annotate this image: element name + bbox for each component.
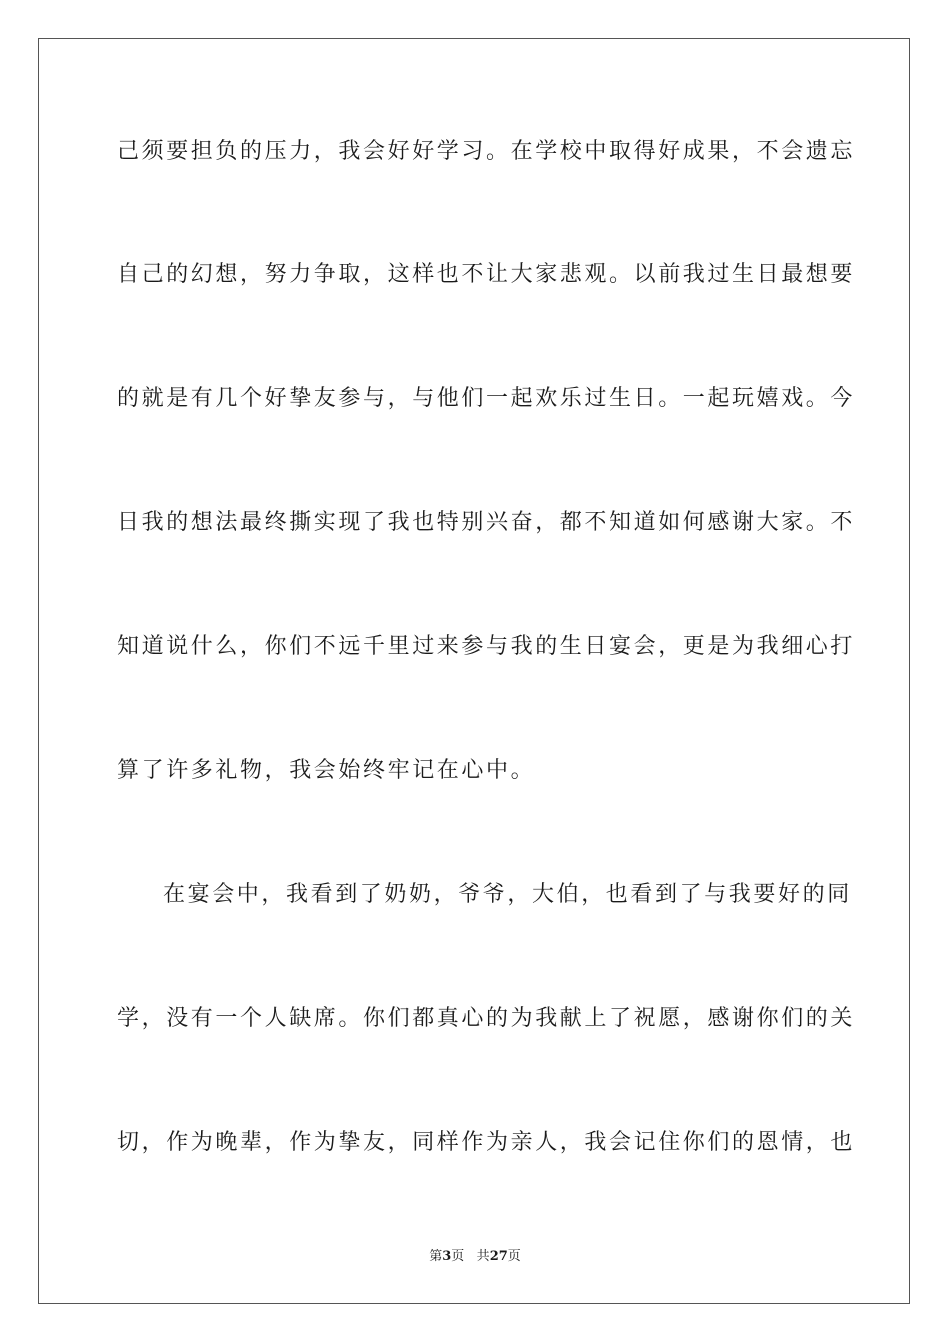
body-line-5: 知道说什么，你们不远千里过来参与我的生日宴会，更是为我细心打 [117,634,856,659]
body-line-4: 日我的想法最终撕实现了我也特别兴奋，都不知道如何感谢大家。不 [117,510,856,535]
footer-page-number: 3 [442,1249,452,1264]
body-line-3: 的就是有几个好挚友参与，与他们一起欢乐过生日。一起玩嬉戏。今 [117,386,856,411]
footer-total-prefix: 共 [476,1249,490,1264]
footer-total-pages: 27 [489,1249,508,1264]
body-line-1: 己须要担负的压力，我会好好学习。在学校中取得好成果，不会遗忘 [117,139,856,164]
body-line-6: 算了许多礼物，我会始终牢记在心中。 [117,758,536,783]
footer-page-suffix: 页 [451,1249,465,1264]
page-border [38,38,910,1304]
body-line-8: 学，没有一个人缺席。你们都真心的为我献上了祝愿，感谢你们的关 [117,1006,856,1031]
body-line-9: 切，作为晚辈，作为挚友，同样作为亲人，我会记住你们的恩情，也 [117,1130,856,1155]
body-line-7-paragraph-start: 在宴会中，我看到了奶奶，爷爷，大伯，也看到了与我要好的同 [163,882,852,907]
footer-total-suffix: 页 [507,1249,521,1264]
footer-page-prefix: 第 [429,1249,443,1264]
body-line-2: 自己的幻想，努力争取，这样也不让大家悲观。以前我过生日最想要 [117,262,856,287]
page-footer [0,1248,950,1266]
